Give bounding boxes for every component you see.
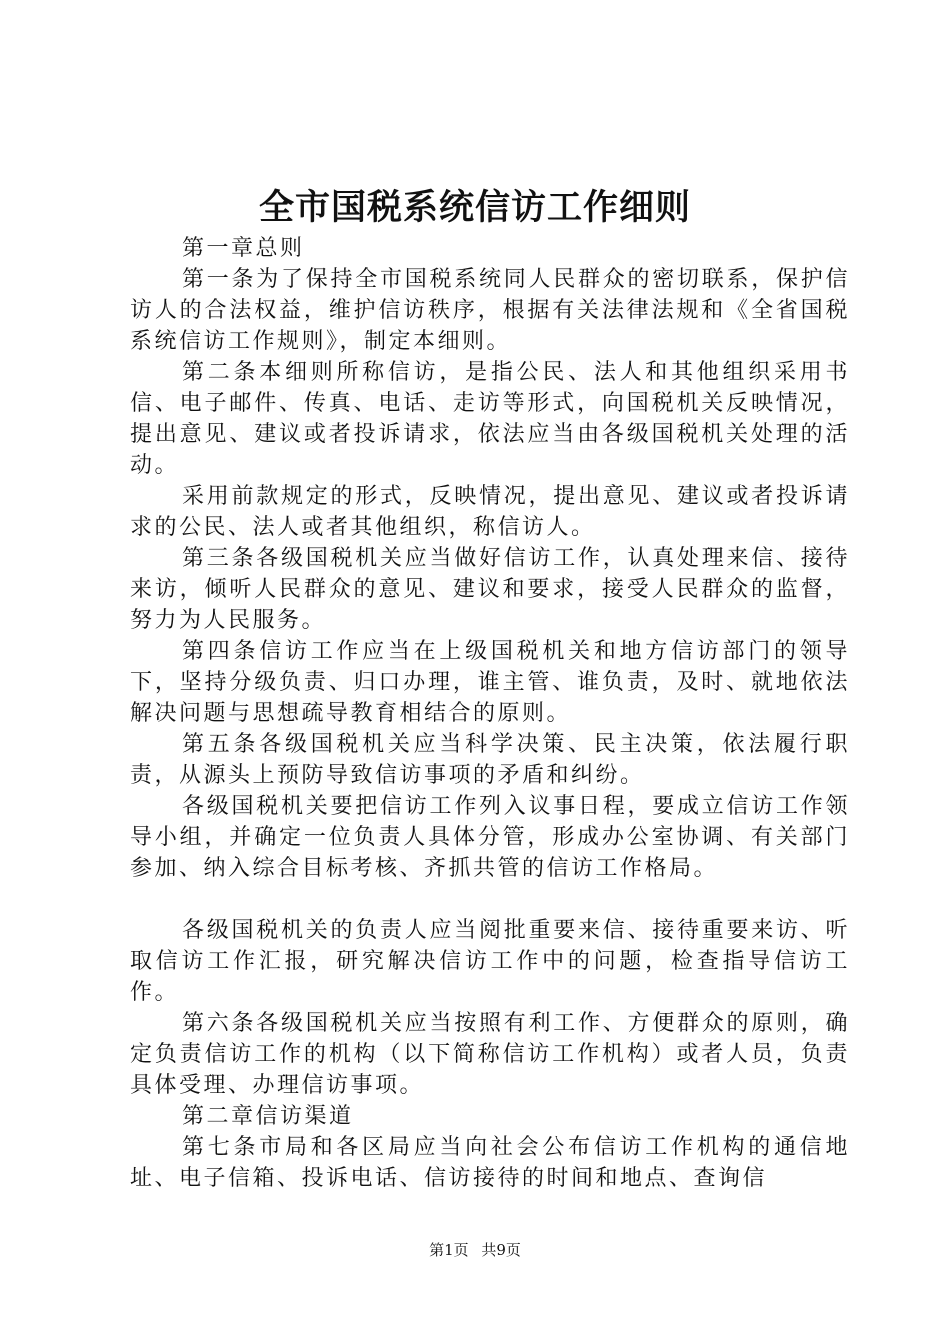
paragraph: 各级国税机关的负责人应当阅批重要来信、接待重要来访、听取信访工作汇报，研究解决信访工作中的问题，检查指导信访工作。	[130, 918, 850, 1005]
document-title: 全市国税系统信访工作细则	[258, 188, 691, 228]
chapter-heading: 第二章信访渠道	[182, 1104, 354, 1129]
paragraph: 采用前款规定的形式，反映情况，提出意见、建议或者投诉请求的公民、法人或者其他组织，称信访人。	[130, 484, 850, 540]
paragraph: 第二条本细则所称信访，是指公民、法人和其他组织采用书信、电子邮件、传真、电话、走访等形式，向国税机关反映情况，提出意见、建议或者投诉请求，依法应当由各级国税机关处理的活动。	[130, 360, 850, 478]
document-body	[130, 233, 850, 1194]
page-footer	[0, 1240, 950, 1260]
paragraph: 第七条市局和各区局应当向社会公布信访工作机构的通信地址、电子信箱、投诉电话、信访接待的时间和地点、查询信	[130, 1135, 850, 1191]
paragraph: 第一条为了保持全市国税系统同人民群众的密切联系，保护信访人的合法权益，维护信访秩序，根据有关法律法规和《全省国税系统信访工作规则》，制定本细则。	[130, 267, 850, 354]
paragraph: 各级国税机关要把信访工作列入议事日程，要成立信访工作领导小组，并确定一位负责人具体分管，形成办公室协调、有关部门参加、纳入综合目标考核、齐抓共管的信访工作格局。	[130, 794, 850, 881]
chapter-heading: 第一章总则	[182, 236, 305, 261]
paragraph: 第三条各级国税机关应当做好信访工作，认真处理来信、接待来访，倾听人民群众的意见、建议和要求，接受人民群众的监督，努力为人民服务。	[130, 546, 850, 633]
paragraph: 第六条各级国税机关应当按照有利工作、方便群众的原则，确定负责信访工作的机构（以下简称信访工作机构）或者人员，负责具体受理、办理信访事项。	[130, 1011, 850, 1098]
paragraph: 第四条信访工作应当在上级国税机关和地方信访部门的领导下，坚持分级负责、归口办理，谁主管、谁负责，及时、就地依法解决问题与思想疏导教育相结合的原则。	[130, 639, 850, 726]
paragraph: 第五条各级国税机关应当科学决策、民主决策，依法履行职责，从源头上预防导致信访事项的矛盾和纠纷。	[130, 732, 850, 788]
page-number: 第1页	[429, 1241, 469, 1259]
page-total: 共9页	[481, 1241, 521, 1259]
